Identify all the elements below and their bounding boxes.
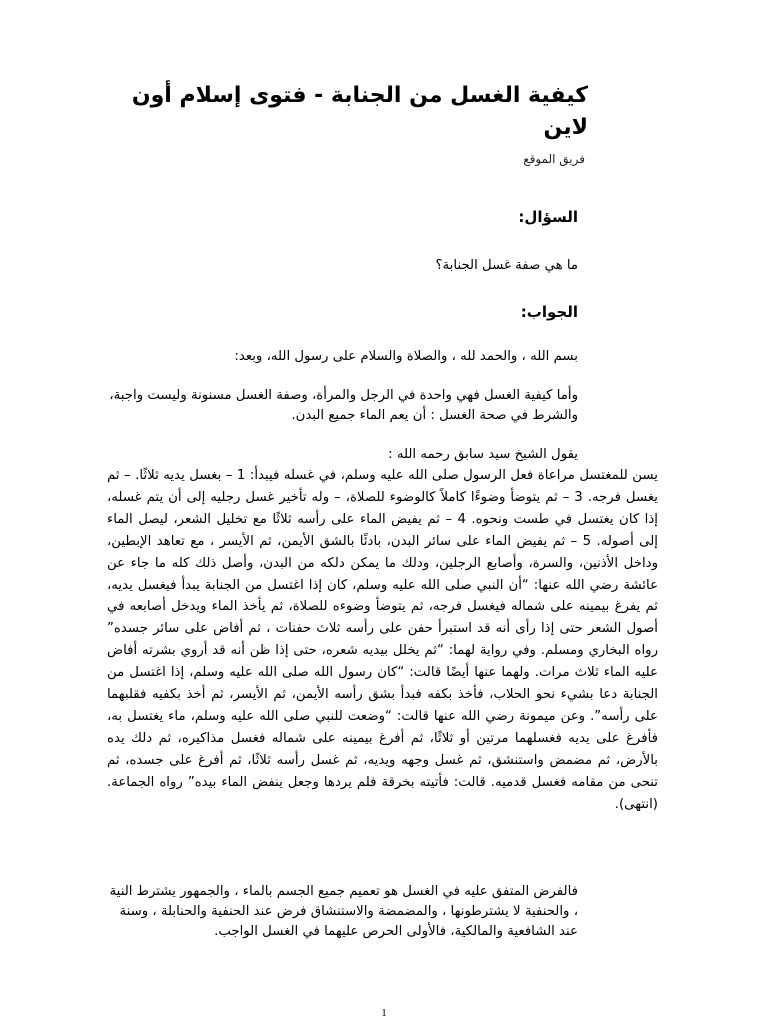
page-title: كيفية الغسل من الجنابة - فتوى إسلام أون لاين — [131, 83, 588, 140]
question-text: ما هي صفة غسل الجنابة؟ — [435, 258, 578, 273]
quote-body: يسن للمغتسل مراعاة فعل الرسول صلى الله عليه وسلم، في غسله فيبدأ: 1 – بغسل يديه ثلاثًا. – ثم يغسل فرجه. 3 – ثم يتوضأ وضوءًا كاملاً كالوضوء للصلاة، – وله تأخير غسل رجليه إلى أن يتم غسله، إذا كان يغتسل في طست ونحوه. 4 – ثم يفيض الماء على رأسه ثلاثًا مع تخليل الشعر، ليصل الماء إلى أصوله. 5 – ثم يفيض الماء على سائر البدن، بادئًا بالشق الأيمن، ثم الأيسر ، مع تعاهد الإبطين، وداخل الأذنين، والسرة، وأصابع الرجلين، ودلك ما يمكن دلكه من البدن، وأصل ذلك كله ما جاء عن عائشة رضي الله عنها: “أن النبي صلى الله عليه وسلم، كان إذا اغتسل من الجنابة يبدأ فيغسل يديه، ثم يفرغ بيمينه على شماله فيغسل فرجه، ثم يتوضأ وضوءه للصلاة، ثم يأخذ الماء ويدخل أصابعه في أصول الشعر حتى إذا رأى أنه قد استبرأ حفن على رأسه ثلاث حفنات ، ثم أفاض على سائر جسده” رواه البخاري ومسلم. وفي رواية لهما: “ثم يخلل بيديه شعره، حتى إذا ظن أنه قد أروي بشرته أفاض عليه الماء ثلاث مرات. ولهما عنها أيضًا قالت: “كان رسول الله صلى الله عليه وسلم، إذا اغتسل من الجنابة دعا بشيء نحو الحلاب، فأخذ بكفه فبدأ بشق رأسه الأيمن، ثم الأيسر، ثم أخذ بكفيه فقلبهما على رأسه”. وعن ميمونة رضي الله عنها قالت: “وضعت للنبي صلى الله عليه وسلم، ماء يغتسل به، فأفرغ على يديه فغسلهما مرتين أو ثلاثًا، ثم أفرغ بيمينه على شماله فغسل مذاكيره، ثم دلك يده بالأرض، ثم مضمض واستنشق، ثم غسل وجهه ويديه، ثم غسل رأسه ثلاثًا، ثم أفرغ على جسده، ثم تنحى من مقامه فغسل قدميه. قالت: فأتيته بخرقة فلم يردها وجعل ينفض الماء بيده” رواه الجماعة. (انتهى). — [107, 468, 659, 812]
question-heading: السؤال: — [518, 208, 578, 226]
answer-opening: بسم الله ، والحمد لله ، والصلاة والسلام على رسول الله، وبعد: — [234, 349, 578, 364]
answer-paragraph-final: فالفرض المتفق عليه في الغسل هو تعميم جميع الجسم بالماء ، والجمهور يشترط النية ، والحنفية لا يشترطونها ، والمضمضة والاستنشاق فرض عند الحنفية والحنابلة ، وسنة عند الشافعية والمالكية، فالأولى الحرص عليهما في الغسل الواجب. — [109, 884, 578, 939]
answer-heading: الجواب: — [520, 303, 578, 321]
answer-paragraph-1: وأما كيفية الغسل فهي واحدة في الرجل والمرأة، وصفة الغسل مسنونة وليست واجبة، والشرط في صحة الغسل : أن يعم الماء جميع البدن. — [109, 388, 578, 423]
quote-intro: يقول الشيخ سيد سابق رحمه الله : — [388, 447, 578, 462]
page-number: 1 — [381, 1007, 387, 1019]
byline: فريق الموقع — [523, 152, 585, 166]
